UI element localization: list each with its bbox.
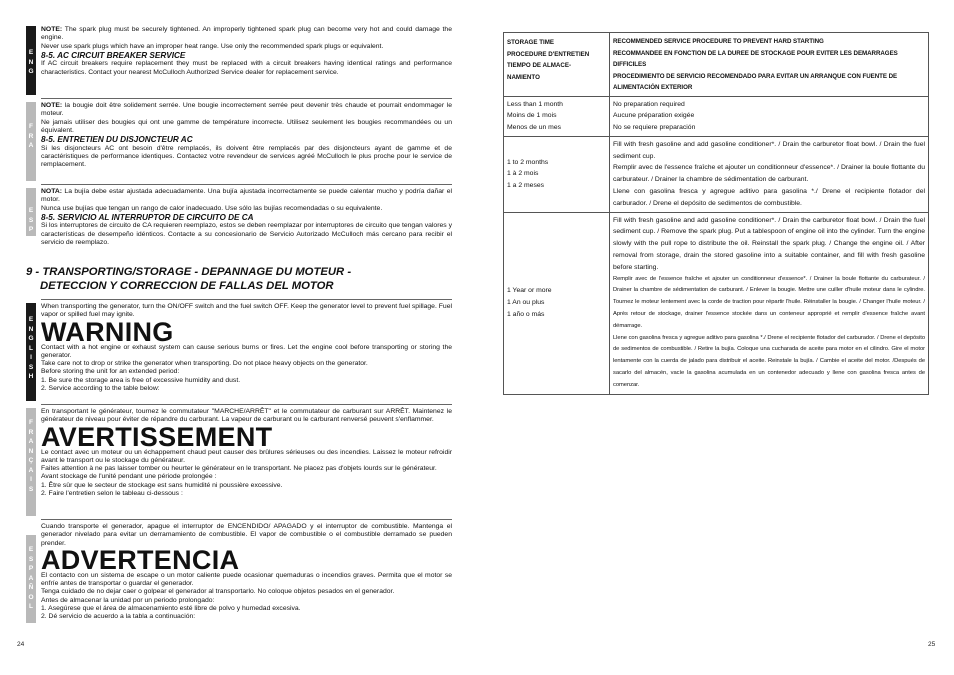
spanish-transport-section: [26, 523, 452, 623]
english-p2: Take care not to drop or strike the generator when transporting. Do not place heavy objects on the generator.: [41, 360, 368, 368]
table-row: [504, 96, 929, 136]
spanish-intro: Cuando transporte el generador, apague el interruptor de ENCENDIDO/ APAGADO y el interruptor de combustible. Mantenga el generador nivelado para evitar un derramamiento de combustible. El vapor de combustible o el combustible derramado se pueden prender.: [41, 523, 452, 547]
english-p4: 1. Be sure the storage area is free of excessive humidity and dust.: [41, 376, 241, 384]
chapter-heading-line1: 9 - TRANSPORTING/STORAGE - DEPANNAGE DU MOTEUR -: [26, 266, 352, 278]
english-p3: Before storing the unit for an extended period:: [41, 368, 180, 376]
chapter-heading-line2: DETECCION Y CORRECCION DE FALLAS DEL MOTOR: [40, 280, 334, 292]
eng-never-text: Never use spark plugs which have an improper heat range. Use only the recommended spark plugs or equivalent.: [41, 42, 384, 50]
divider: [41, 299, 452, 300]
french-p4: 1. Être sûr que le secteur de stockage est sans humidité ni poussière excessive.: [41, 481, 283, 489]
left-page-number: 24: [17, 641, 25, 648]
english-warning-title: WARNING: [41, 316, 174, 347]
left-page: [26, 26, 452, 623]
fra-body: Si les disjoncteurs AC ont besoin d'être remplacés, ils doivent être remplacés par des disjoncteurs ayant de gamme et de caractéristiques de performance identiques. Contactez votre revendeur de services agréé McCulloch le plus proche pour le service de remplacement.: [41, 144, 452, 169]
eng-heading: 8-5. AC CIRCUIT BREAKER SERVICE: [41, 50, 186, 60]
table-row: [504, 136, 929, 212]
esp-sparkplug-section: [26, 188, 452, 258]
eng-sparkplug-section: [26, 26, 452, 95]
divider: [41, 184, 452, 185]
french-transport-section: [26, 408, 452, 516]
spanish-p5: 2. Dé servicio de acuerdo a la tabla a continuación:: [41, 613, 196, 621]
fra-heading: 8-5. ENTRETIEN DU DISJONCTEUR AC: [41, 135, 193, 145]
table-row: [504, 212, 929, 394]
header-service-procedure: RECOMMENDED SERVICE PROCEDURE TO PREVENT HARD STARTING RECOMMANDEE EN FONCTION DE LA DUREE DE STOCKAGE POUR EVITER LES DEMARRAGES DIFFICILES PROCEDIMIENTO DE SERVICIO RECOMENDADO PARA EVITAR UN ARRANQUE CON FUENTE DE ALIMENTACIÓN EXTERIOR: [610, 33, 929, 97]
esp-language-tab: E S P: [26, 188, 36, 236]
fra-sparkplug-section: [26, 102, 452, 181]
divider: [41, 98, 452, 99]
english-p5: 2. Service according to the table below:: [41, 385, 160, 393]
spanish-warning-title: ADVERTENCIA: [41, 544, 240, 575]
fra-note: NOTE: la bougie doit être solidement serrée. Une bougie incorrectement serrée peut devenir très chaude et pourrait endommager le moteur.: [41, 102, 452, 118]
french-warning-title: AVERTISSEMENT: [41, 421, 273, 452]
storage-service-table: [503, 32, 929, 395]
esp-never-text: Nunca use bujías que tengan un rango de calor inadecuado. Use sólo las bujías recomendadas o su equivalente.: [41, 204, 383, 212]
spanish-p3: Antes de almacenar la unidad por un periodo prolongado:: [41, 596, 215, 604]
divider: [41, 519, 452, 520]
eng-note: NOTE: The spark plug must be securely tightened. An improperly tightened spark plug can become very hot and could damage the engine.: [41, 26, 452, 42]
french-p2: Faites attention à ne pas laisser tomber ou heurter le générateur en le transportant. Ne placez pas d'objets lourds sur le générateur.: [41, 465, 437, 473]
spanish-p4: 1. Asegúrese que el área de almacenamiento esté libre de polvo y humedad excesiva.: [41, 605, 301, 613]
english-p1: Contact with a hot engine or exhaust system can cause serious burns or fires. Let the engine cool before transporting or storing the generator.: [41, 343, 452, 359]
eng-body: If AC circuit breakers require replacement they must be replaced with a circuit breakers having identical ratings and performance characteristics. Contact your nearest McCulloch Authorized Service dealer for replacement service.: [41, 60, 452, 76]
service-procedure-cell: Fill with fresh gasoline and add gasoline conditioner*. / Drain the carburetor float bowl. / Drain the fuel sediment cup. Remplir avec de l'essence fraîche et ajouter un conditionneur d'essence*. / Drainer la boule flottante du carburateur. / Drainer la chambre de sédimentation de carburant. Llene con gasolina fresca y agregue aditivo para gasolina *./ Drene el recipiente flotador del carburador. / Drene el depósito de sedimentos de combustible.: [610, 136, 929, 212]
eng-language-tab: E N G: [26, 26, 36, 95]
spanish-p2: Tenga cuidado de no dejar caer o golpear el generador al transportarlo. No coloque objetos pesados en el generador.: [41, 588, 395, 596]
english-language-tab: E N G L I S H: [26, 303, 36, 401]
spanish-p1: El contacto con un sistema de escape o un motor caliente puede ocasionar quemaduras o incendios graves. Permita que el motor se enfríe antes de transportar o guardar el generador.: [41, 571, 452, 588]
header-storage-time: STORAGE TIME PROCEDURE D'ENTRETIEN TIEMPO DE ALMACE- NAMIENTO: [504, 33, 610, 97]
esp-heading: 8-5. SERVICIO AL INTERRUPTOR DE CIRCUITO DE CA: [41, 212, 254, 222]
esp-body: Si los interruptores de circuito de CA requieren reemplazo, estos se deben reemplazar por interruptores de circuito que tengan valores y características de desempeño idénticos. Contacte a su concesionario de Servicio Autorizado McCulloch más cercano para recibir el servicio de reemplazo.: [41, 222, 452, 247]
chapter-heading: [26, 265, 452, 293]
right-page-number: 25: [928, 641, 936, 648]
esp-note: NOTA: La bujía debe estar ajustada adecuadamente. Una bujía ajustada incorrectamente se puede calentar mucho y podría dañar el motor.: [41, 188, 452, 204]
french-language-tab: F R A N Ç A I S: [26, 408, 36, 516]
fra-never-text: Ne jamais utiliser des bougies qui ont une gamme de température incorrecte. Utilisez seulement les bougies recommandées ou un équivalent.: [41, 118, 452, 134]
spanish-language-tab: E S P A Ñ O L: [26, 535, 36, 623]
right-page: [503, 32, 929, 395]
storage-time-cell: 1 to 2 months 1 à 2 mois 1 a 2 meses: [504, 136, 610, 212]
english-intro: When transporting the generator, turn the ON/OFF switch and the fuel switch OFF. Keep the generator level to prevent fuel spillage. Fuel vapor or spilled fuel may ignite.: [41, 303, 452, 319]
table-header-row: [504, 33, 929, 97]
storage-time-cell: 1 Year or more 1 An ou plus 1 año o más: [504, 212, 610, 394]
service-procedure-cell: Fill with fresh gasoline and add gasoline conditioner*. / Drain the carburetor float bowl. / Drain the fuel sediment cup. / Remove the spark plug. Put a tablespoon of engine oil into the cylinder. Turn the engine slowly with the pull rope to distribute the oil. Reinstall the spark plug. / Change the engine oil. / After removal from storage, drain the stored gasoline into a suitable container, and fill with fresh gasoline before starting. Remplir avec de l'essence fraîche et ajouter un conditionneur d'essence*. / Drainer la boule flottante du carburateur. / Drainer la chambre de sédimentation de carburant. / Enlever la bougie. Mettre une cuiller d'huile moteur dans le cylindre. Tournez le moteur lentement avec la corde de traction pour répartir l'huile. Réinstaller la bougie. / Changer l'huile moteur. / Après retour de stockage, drainer l'essence stockée dans un conteneur approprié et remplir d'essence fraîche avant démarrage. Llene con gasolina fresca y agregue aditivo para gasolina *./ Drene el recipiente flotador del carburador. / Drene el depósito de sedimentos de combustible. / Retire la bujía. Coloque una cucharada de aceite para motor en el cilindro. Gire el motor lentamente con la cuerda de jalado para distribuir el aceite. Reinstale la bujía. / Cambie el aceite del motor. /Después de sacarlo del almacén, vacíe la gasolina acumulada en un contenedor adecuado y llene con gasolina fresca antes de comenzar.: [610, 212, 929, 394]
french-p1: Le contact avec un moteur ou un échappement chaud peut causer des brûlures sérieuses ou des incendies. Laissez le moteur refroidir avant le transport ou le stockage du générateur.: [41, 448, 452, 464]
storage-time-cell: Less than 1 month Moins de 1 mois Menos de un mes: [504, 96, 610, 136]
french-p5: 2. Faire l'entretien selon le tableau ci-dessous :: [41, 490, 183, 498]
service-procedure-cell: No preparation required Aucune préparation exigée No se requiere preparación: [610, 96, 929, 136]
fra-language-tab: F R A: [26, 102, 36, 181]
french-intro: En transportant le générateur, tournez le commutateur "MARCHE/ARRÊT" et le commutateur de carburant sur ARRÊT. Maintenez le générateur de niveau pour éviter de répandre du carburant. La vapeur de carburant ou le carburant renversé peuvent s'enflammer.: [41, 408, 452, 424]
english-transport-section: [26, 303, 452, 401]
divider: [41, 404, 452, 405]
french-p3: Avant stockage de l'unité pendant une période prolongée :: [41, 473, 217, 481]
